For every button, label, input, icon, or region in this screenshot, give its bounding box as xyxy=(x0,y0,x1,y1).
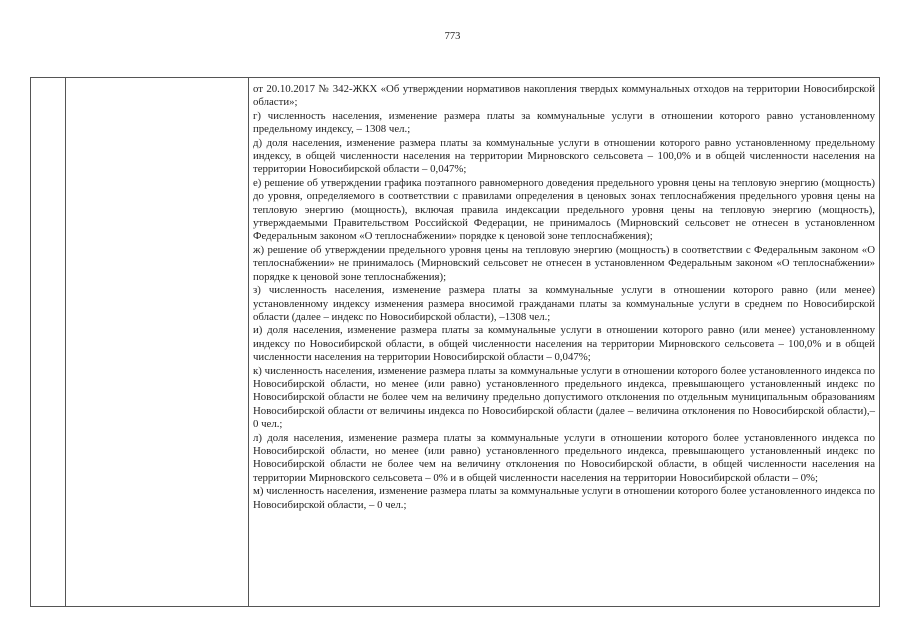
paragraph-e: е) решение об утверждении графика поэтапного равномерного доведения предельного уровня цены на тепловую энергию (мощность) до уровня, определяемого в соответствии с правилами определения в ценовых зонах теплоснабжения предельного уровня цены на тепловую энергию (мощность), включая правила индексации предельного уровня цены на тепловую энергию (мощность), утверждаемыми Правительством Российской Федерации, не принималось (Мирновский сельсовет не отнесен в установленном Федеральным законом «О теплоснабжении» порядке к ценовой зоне теплоснабжения); xyxy=(253,176,875,243)
table-cell-name xyxy=(66,78,249,607)
document-table xyxy=(30,77,880,607)
table-cell-content xyxy=(249,78,880,607)
paragraph-intro: от 20.10.2017 № 342-ЖКХ «Об утверждении нормативов накопления твердых коммунальных отходов на территории Новосибирской области»; xyxy=(253,83,875,109)
paragraph-d: д) доля населения, изменение размера платы за коммунальные услуги в отношении которого равно установленному предельному индексу, в общей численности населения на территории Мирновского сельсовета – 100,0% и в общей численности населения на территории Новосибирской области – 0,047%; xyxy=(253,136,875,176)
table-cell-number xyxy=(31,78,66,607)
page-number: 773 xyxy=(444,31,461,42)
table-row xyxy=(31,78,880,607)
paragraph-z: з) численность населения, изменение размера платы за коммунальные услуги в отношении которого равно (или менее) установленному индексу изменения размера вносимой гражданами платы за коммунальные услуги в среднем по Новосибирской области (далее – индекс по Новосибирской области), –1308 чел.; xyxy=(253,284,875,323)
paragraph-l: л) доля населения, изменение размера платы за коммунальные услуги в отношении которого более установленного индекса по Новосибирской области, но менее (или равно) установленного предельного индекса, превышающего установленный индекс по Новосибирской области не более чем на величину отклонения по Новосибирской области, в общей численности населения на территории Мирновского сельсовета – 0% и в общей численности населения на территории Новосибирской области – 0%; xyxy=(253,431,875,484)
paragraph-m: м) численность населения, изменение размера платы за коммунальные услуги в отношении которого более установленного индекса по Новосибирской области, – 0 чел.; xyxy=(253,485,875,511)
paragraph-g: г) численность населения, изменение размера платы за коммунальные услуги в отношении которого равно установленному предельному индексу, – 1308 чел.; xyxy=(253,109,875,136)
paragraph-k: к) численность населения, изменение размера платы за коммунальные услуги в отношении которого более установленного индекса по Новосибирской области, но менее (или равно) установленного предельного индекса, превышающего установленный индекс по Новосибирской области не более чем на величину предельно допустимого отклонения по отдельным муниципальным образованиям Новосибирской области от величины индекса по Новосибирской области (далее – величина отклонения по Новосибирской области),– 0 чел.; xyxy=(253,364,875,431)
paragraph-zh: ж) решение об утверждении предельного уровня цены на тепловую энергию (мощность) в соответствии с Федеральным законом «О теплоснабжении» не принималось (Мирновский сельсовет не отнесен в установленном Федеральным законом «О теплоснабжении» порядке к ценовой зоне теплоснабжения); xyxy=(253,243,875,283)
paragraph-i: и) доля населения, изменение размера платы за коммунальные услуги в отношении которого равно (или менее) установленному индексу по Новосибирской области, в общей численности населения на территории Мирновского сельсовета – 100,0% и в общей численности населения на территории Новосибирской области – 0,047%; xyxy=(253,324,875,364)
